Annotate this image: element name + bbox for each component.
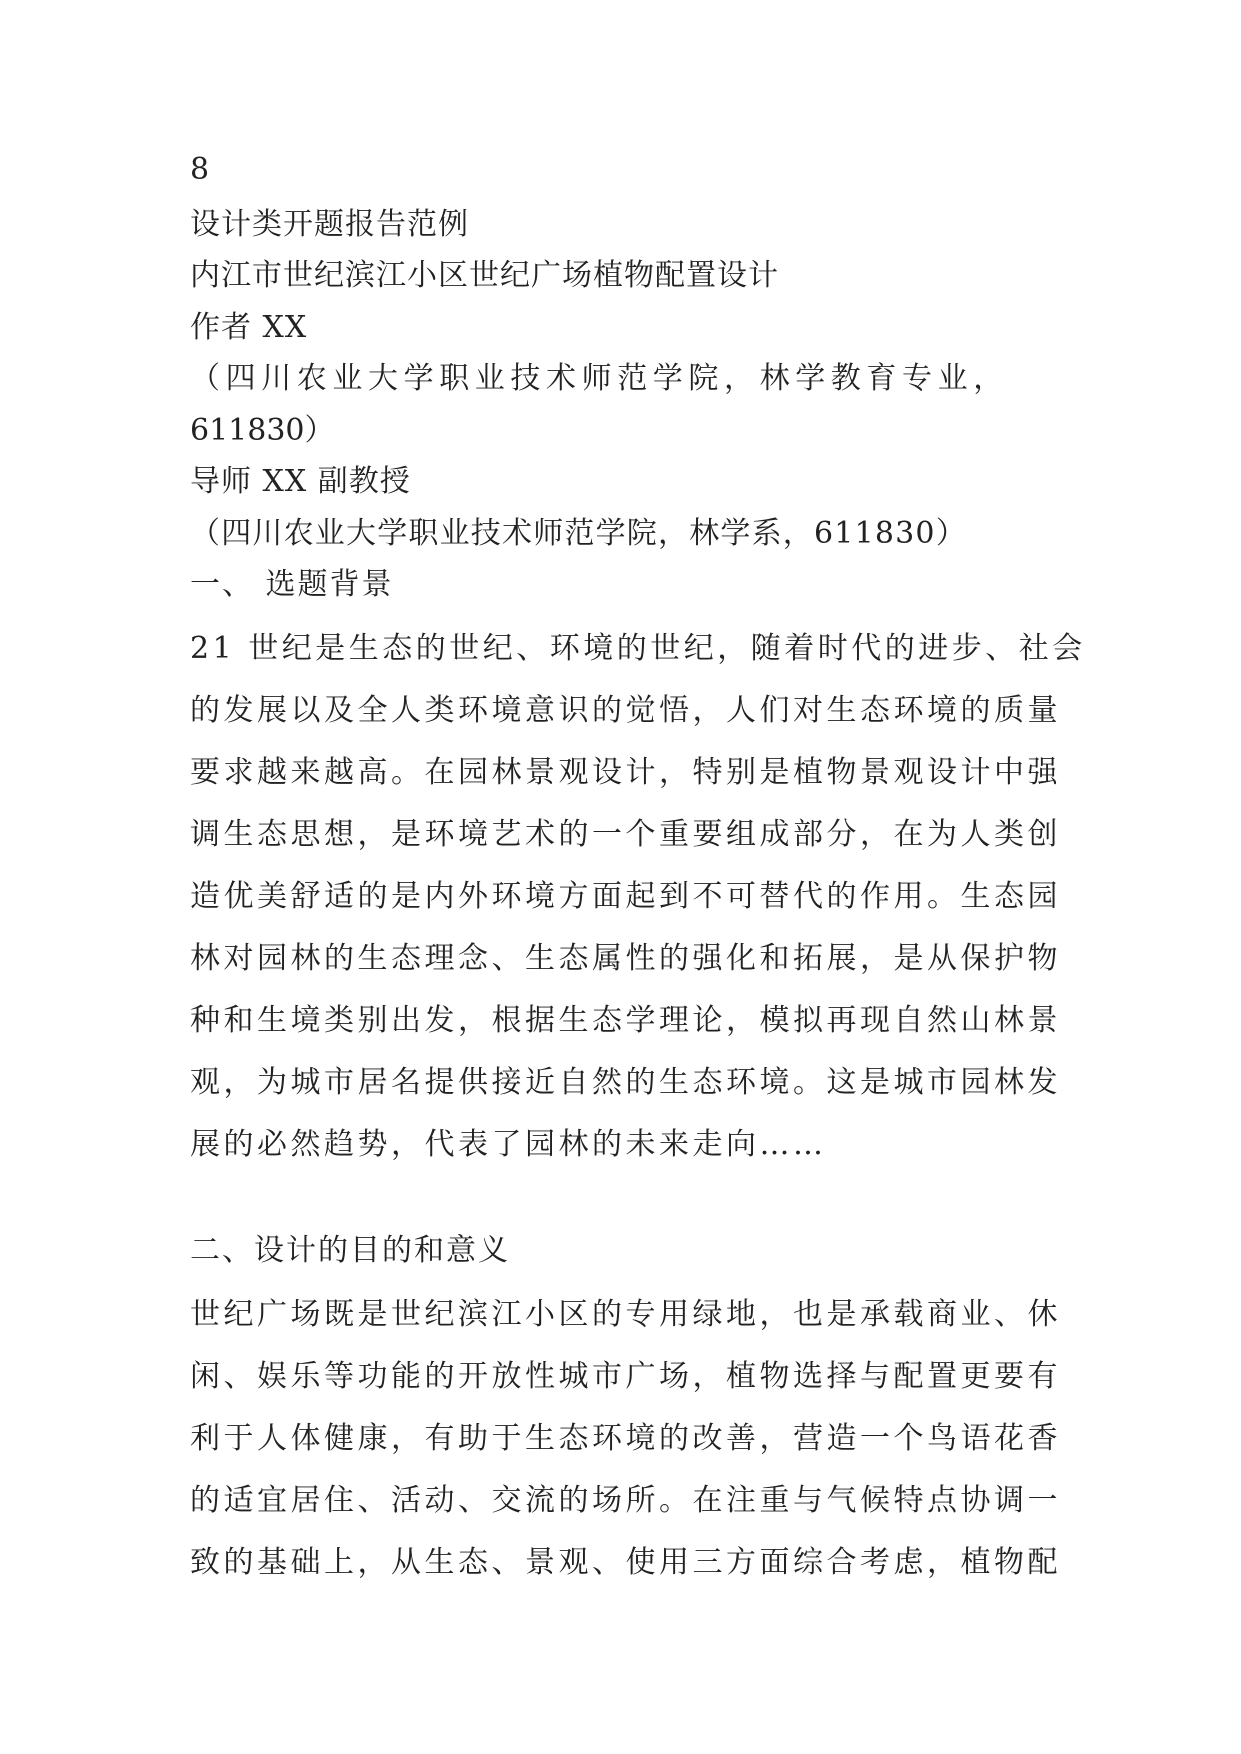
paragraph-line: 的发展以及全人类环境意识的觉悟，人们对生态环境的质量 bbox=[190, 693, 1061, 728]
page-number: 8 bbox=[190, 152, 210, 187]
author-affiliation: （四川农业大学职业技术师范学院，林学教育专业， bbox=[190, 361, 1009, 396]
paragraph-line: 展的必然趋势，代表了园林的未来走向…… bbox=[190, 1127, 827, 1162]
paragraph-line: 调生态思想，是环境艺术的一个重要组成部分，在为人类创 bbox=[190, 817, 1061, 852]
paragraph-line: 种和生境类别出发，根据生态学理论，模拟再现自然山林景 bbox=[190, 1003, 1061, 1038]
advisor-affiliation: （四川农业大学职业技术师范学院，林学系，611830） bbox=[190, 516, 967, 551]
paragraph-line: 21 世纪是生态的世纪、环境的世纪，随着时代的进步、社会 bbox=[190, 631, 1086, 666]
paragraph-line: 闲、娱乐等功能的开放性城市广场，植物选择与配置更要有 bbox=[190, 1359, 1061, 1394]
paragraph-line: 利于人体健康，有助于生态环境的改善，营造一个鸟语花香 bbox=[190, 1421, 1061, 1456]
advisor-line: 导师 XX 副教授 bbox=[190, 464, 411, 499]
author-line: 作者 XX bbox=[190, 310, 308, 345]
document-type: 设计类开题报告范例 bbox=[190, 207, 469, 242]
section-body-purpose bbox=[190, 1284, 1062, 1594]
section-heading-background: 一、 选题背景 bbox=[190, 567, 394, 602]
paragraph-line: 的适宜居住、活动、交流的场所。在注重与气候特点协调一 bbox=[190, 1483, 1061, 1518]
section-heading-purpose: 二、设计的目的和意义 bbox=[190, 1233, 510, 1268]
paragraph-line: 要求越来越高。在园林景观设计，特别是植物景观设计中强 bbox=[190, 755, 1061, 790]
paragraph-line: 世纪广场既是世纪滨江小区的专用绿地，也是承载商业、休 bbox=[190, 1297, 1061, 1332]
author-affiliation-postcode: 611830） bbox=[190, 413, 335, 448]
document-title: 内江市世纪滨江小区世纪广场植物配置设计 bbox=[190, 258, 779, 293]
paragraph-line: 林对园林的生态理念、生态属性的强化和拓展，是从保护物 bbox=[190, 941, 1061, 976]
paragraph-line: 观，为城市居名提供接近自然的生态环境。这是城市园林发 bbox=[190, 1065, 1061, 1100]
paragraph-line: 致的基础上，从生态、景观、使用三方面综合考虑，植物配 bbox=[190, 1545, 1061, 1580]
paragraph-line: 造优美舒适的是内外环境方面起到不可替代的作用。生态园 bbox=[190, 879, 1061, 914]
section-body-background bbox=[190, 618, 1086, 1176]
